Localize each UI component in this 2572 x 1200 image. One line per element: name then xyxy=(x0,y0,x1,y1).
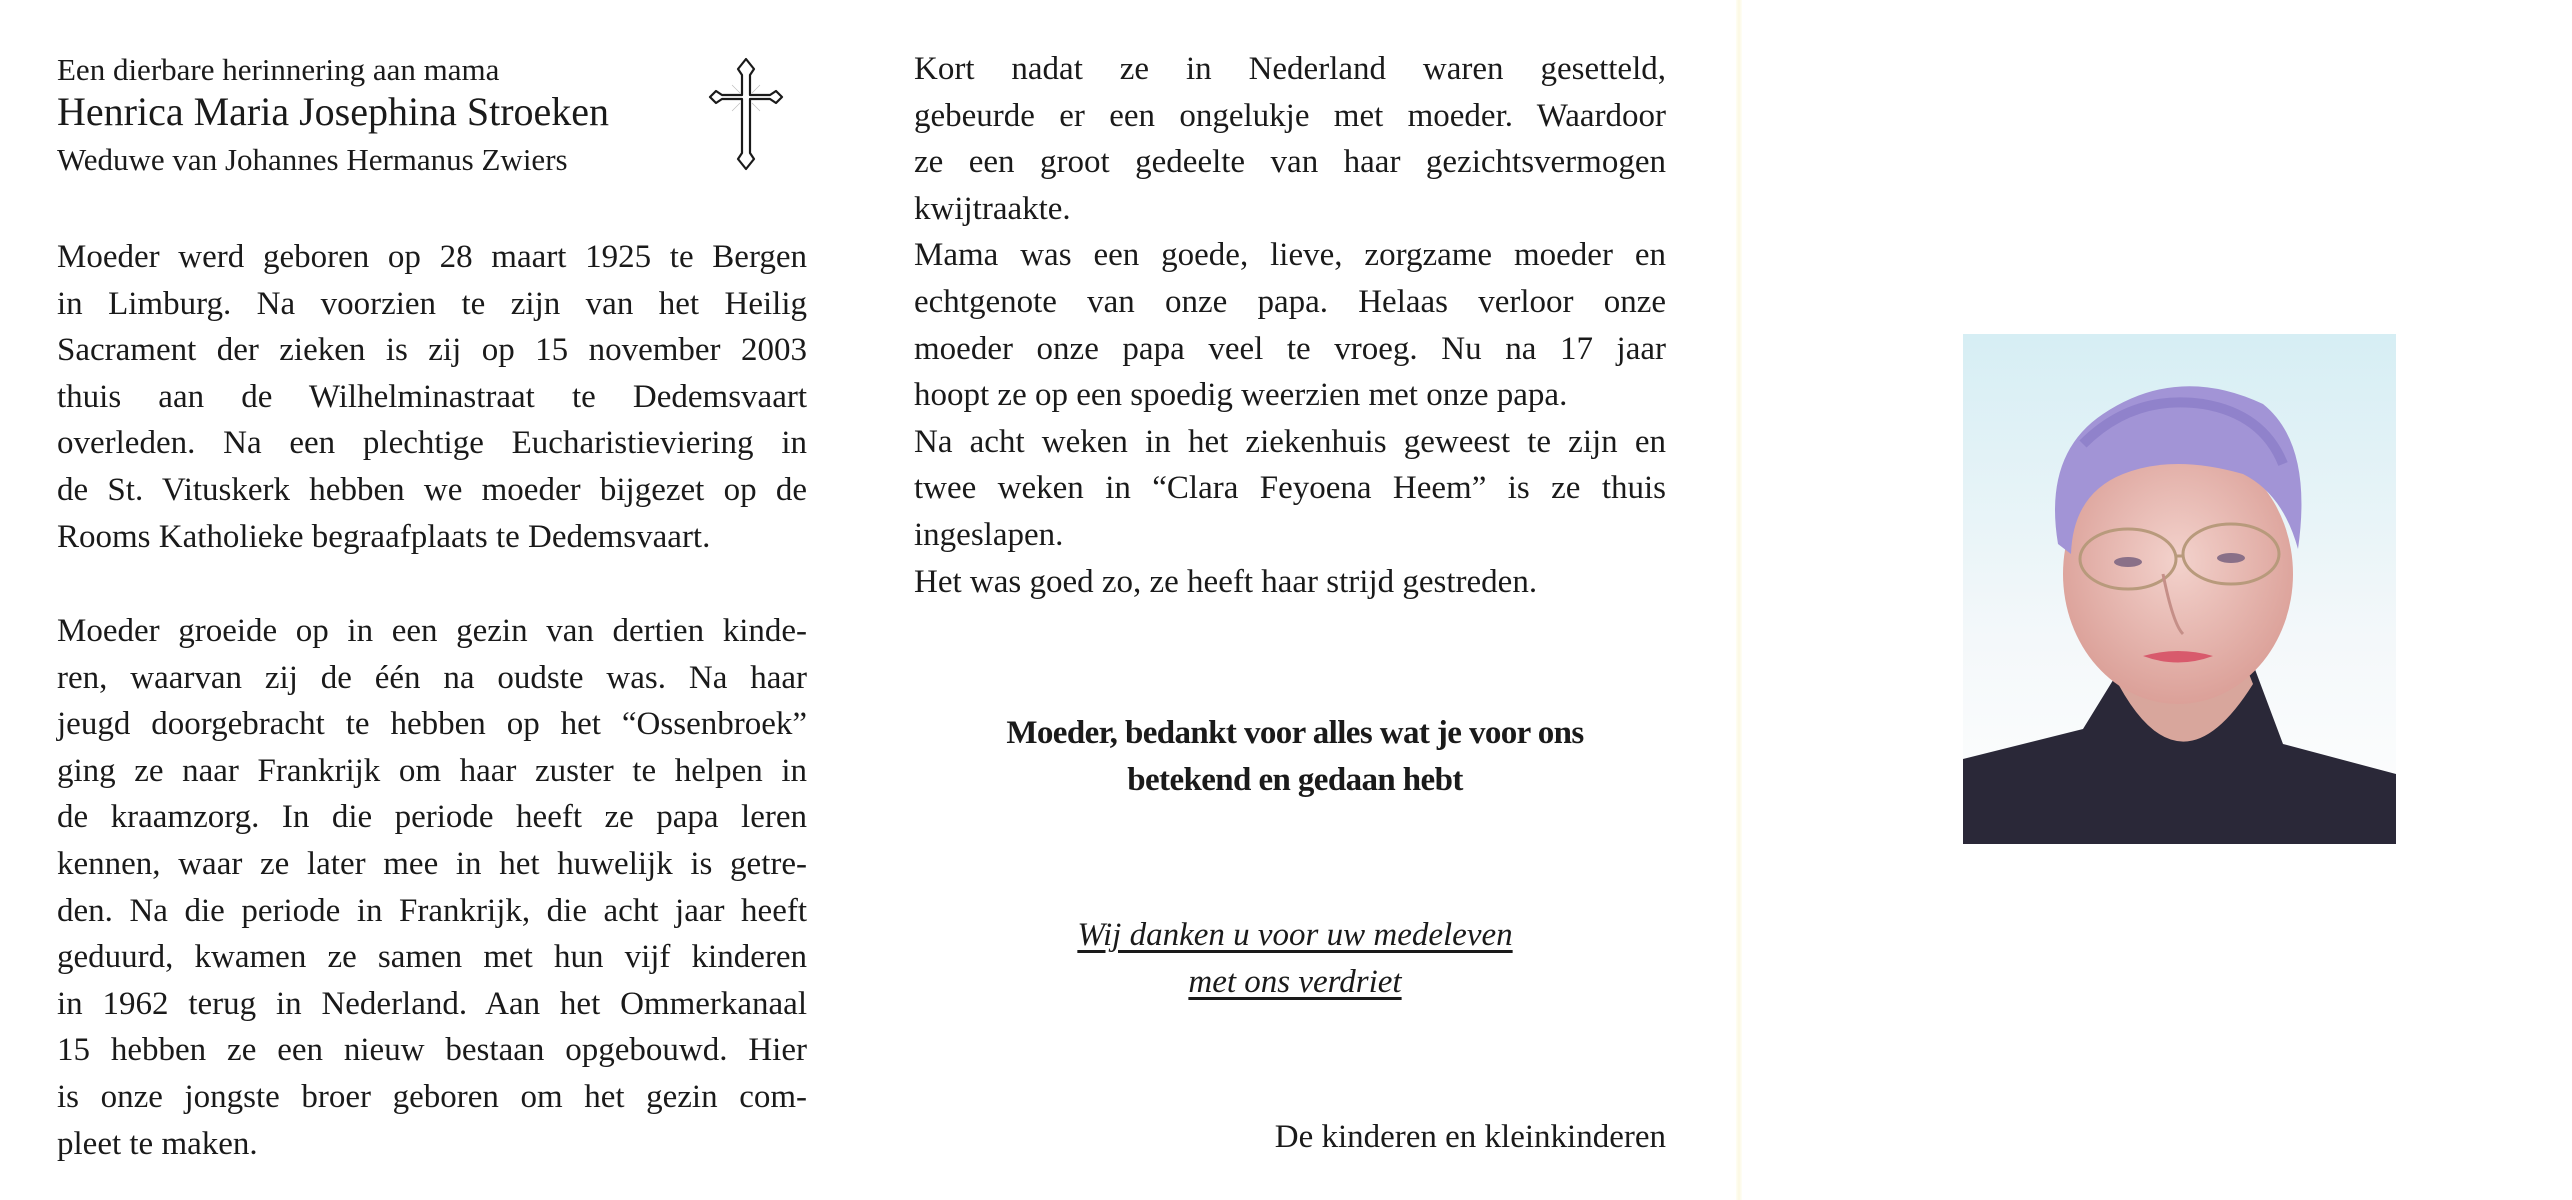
text-line: is onze jongste broer geboren om het gezin com- xyxy=(57,1078,807,1115)
paragraph-birth-death xyxy=(57,234,807,560)
signature: De kinderen en kleinkinderen xyxy=(1274,1119,1666,1155)
text-line: gebeurde er een ongelukje met moeder. Waardoor xyxy=(914,97,1666,134)
cross-icon xyxy=(706,55,786,175)
text-line: ren, waarvan zij de één na oudste was. Na haar xyxy=(57,659,807,696)
text-line: twee weken in “Clara Feyoena Heem” is ze thuis xyxy=(914,470,1666,507)
text-line: kennen, waar ze later mee in het huwelijk is getre- xyxy=(57,845,807,882)
text-line: Moeder werd geboren op 28 maart 1925 te Bergen xyxy=(57,239,807,275)
widow-of-line: Weduwe van Johannes Hermanus Zwiers xyxy=(57,142,568,177)
text-line: in 1962 terug in Nederland. Aan het Ommerkanaal xyxy=(57,985,807,1022)
text-line: moeder onze papa veel te vroeg. Nu na 17 jaar xyxy=(914,330,1666,367)
sympathy-line: met ons verdriet xyxy=(1188,964,1402,1000)
portrait-photo xyxy=(1963,334,2396,844)
text-line: jeugd doorgebracht te hebben op het “Ossenbroek” xyxy=(57,706,807,743)
text-line: Moeder groeide op in een gezin van dertien kinde- xyxy=(57,613,807,649)
thanks-line: betekend en gedaan hebt xyxy=(1127,762,1463,798)
paragraph-later-life xyxy=(914,46,1666,605)
thanks-line: Moeder, bedankt voor alles wat je voor ons xyxy=(1006,715,1584,751)
text-line: ze een groot gedeelte van haar gezichtsvermogen xyxy=(914,144,1666,181)
card-fold xyxy=(1736,0,1742,1200)
text-line: echtgenote van onze papa. Helaas verloor onze xyxy=(914,283,1666,320)
text-line: Het was goed zo, ze heeft haar strijd gestreden. xyxy=(914,563,1538,600)
text-line: pleet te maken. xyxy=(57,1125,258,1162)
intro-line: Een dierbare herinnering aan mama xyxy=(57,52,500,87)
text-line: in Limburg. Na voorzien te zijn van het Heilig xyxy=(57,285,807,322)
text-line: Na acht weken in het ziekenhuis geweest te zijn en xyxy=(914,423,1666,460)
text-line: de St. Vituskerk hebben we moeder bijgezet op de xyxy=(57,471,807,508)
text-line: ingeslapen. xyxy=(914,516,1064,553)
text-line: hoopt ze op een spoedig weerzien met onze papa. xyxy=(914,377,1568,414)
text-line: de kraamzorg. In die periode heeft ze papa leren xyxy=(57,799,807,836)
text-line: ging ze naar Frankrijk om haar zuster te helpen in xyxy=(57,752,807,789)
text-line: 15 hebben ze een nieuw bestaan opgebouwd. Hier xyxy=(57,1032,807,1069)
paragraph-life-story xyxy=(57,608,807,1167)
text-line: overleden. Na een plechtige Eucharistieviering in xyxy=(57,425,807,462)
text-line: geduurd, kwamen ze samen met hun vijf kinderen xyxy=(57,939,807,976)
deceased-name: Henrica Maria Josephina Stroeken xyxy=(57,89,610,134)
text-line: Kort nadat ze in Nederland waren gesetteld, xyxy=(914,51,1666,87)
thanks-message xyxy=(900,710,1690,804)
text-line: Mama was een goede, lieve, zorgzame moeder en xyxy=(914,237,1666,274)
text-line: thuis aan de Wilhelminastraat te Dedemsvaart xyxy=(57,378,807,415)
text-line: den. Na die periode in Frankrijk, die acht jaar heeft xyxy=(57,892,807,929)
text-line: kwijtraakte. xyxy=(914,190,1071,227)
text-line: Rooms Katholieke begraafplaats te Dedemsvaart. xyxy=(57,518,711,555)
sympathy-message xyxy=(900,912,1690,1006)
text-line: Sacrament der zieken is zij op 15 november 2003 xyxy=(57,332,807,369)
sympathy-line: Wij danken u voor uw medeleven xyxy=(1077,917,1513,953)
